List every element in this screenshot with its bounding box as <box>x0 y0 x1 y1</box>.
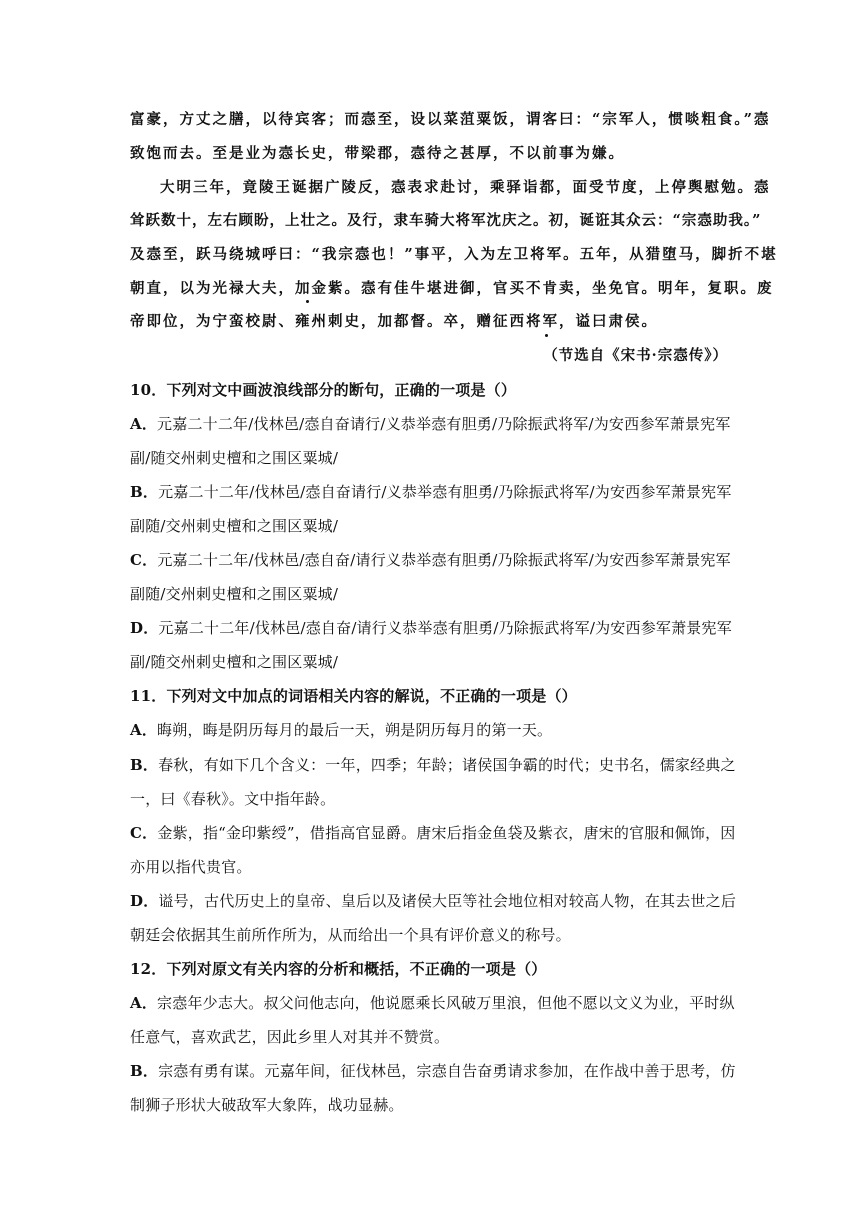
option-text: 谥号，古代历史上的皇帝、皇后以及诸侯大臣等社会地位相对较高人物，在其去世之后 <box>158 892 737 910</box>
option-line: 副随/交州刺史檀和之围区粟城/ <box>130 517 339 535</box>
option-line <box>130 823 736 843</box>
passage-line: 及悫至，跃马绕城呼曰：“我宗悫也！”事平，入为左卫将军。五年，从猎堕马，脚折不堪 <box>130 246 778 263</box>
option-letter: A． <box>130 721 158 739</box>
option-line <box>130 891 737 911</box>
option-line <box>130 755 736 775</box>
option-letter: B． <box>130 483 159 501</box>
option-letter: A． <box>130 994 158 1012</box>
passage-line: 富豪，方丈之膳，以待宾客；而悫至，设以菜菹粟饭，谓客曰：“宗军人，惯啖粗食。”悫 <box>130 111 771 128</box>
option-text: 晦朔，晦是阴历每月的最后一天，朔是阴历每月的第一天。 <box>157 721 553 739</box>
option-line <box>130 720 730 740</box>
option-line: 任意气，喜欢武艺，因此乡里人对其并不赞赏。 <box>130 1028 450 1046</box>
option-text: 元嘉二十二年/伐林邑/悫自奋/请行义恭举悫有胆勇/乃除振武将军/为安西参军萧景宪军 <box>157 551 731 569</box>
option-letter: C． <box>130 824 158 842</box>
option-letter: D． <box>130 619 159 637</box>
passage-source: （节选自《宋书·宗悫传》） <box>543 347 728 364</box>
option-text: 元嘉二十二年/伐林邑/悫自奋/请行义恭举悫有胆勇/乃除振武将军/为安西参军萧景宪军 <box>158 619 732 637</box>
option-text: 金紫，指“金印紫绶”，借指高官显爵。唐宋后指金鱼袋及紫衣，唐宋的官服和佩饰，因 <box>157 824 736 842</box>
option-letter: A． <box>130 415 158 433</box>
option-line <box>130 618 730 638</box>
option-line <box>130 1061 736 1081</box>
question-stem: 10．下列对文中画波浪线部分的断句，正确的一项是（） <box>130 381 517 399</box>
option-line: 朝廷会依据其生前所作所为，从而给出一个具有评价意义的称号。 <box>130 926 571 944</box>
option-text: 春秋，有如下几个含义：一年，四季；年龄；诸侯国争霸的时代；史书名，儒家经典之 <box>158 756 736 774</box>
emphasis-dot <box>306 300 309 303</box>
passage-line: 耸跃数十，左右顾盼，上壮之。及行，隶车骑大将军沈庆之。初，诞诳其众云：“宗悫助我。” <box>130 212 762 229</box>
option-line: 副/随交州刺史檀和之围区粟城/ <box>130 653 339 671</box>
passage-line: 大明三年，竟陵王诞据广陵反，悫表求赴讨，乘驿诣都，面受节度，上停舆慰勉。悫 <box>160 179 771 196</box>
option-line <box>130 482 730 502</box>
option-line <box>130 993 735 1013</box>
option-text: 宗悫有勇有谋。元嘉年间，征伐林邑，宗悫自告奋勇请求参加，在作战中善于思考，仿 <box>158 1062 736 1080</box>
option-line: 副随/交州刺史檀和之围区粟城/ <box>130 585 339 603</box>
option-letter: B． <box>130 756 159 774</box>
passage-line: 朝直，以为光禄大夫，加金紫。悫有佳牛堪进御，官买不肯卖，坐免官。明年，复职。废 <box>130 280 774 297</box>
option-letter: C． <box>130 551 158 569</box>
option-line <box>130 550 730 570</box>
option-text: 宗悫年少志大。叔父问他志向，他说愿乘长风破万里浪，但他不愿以文义为业，平时纵 <box>157 994 735 1012</box>
option-line: 一，曰《春秋》。文中指年龄。 <box>130 790 336 808</box>
emphasis-dot <box>545 334 548 337</box>
question-stem: 11．下列对文中加点的词语相关内容的解说，不正确的一项是（） <box>130 687 577 705</box>
passage-line: 帝即位，为宁蛮校尉、雍州刺史，加都督。卒，赠征西将军，谥曰肃侯。 <box>130 313 658 330</box>
option-letter: B． <box>130 1062 159 1080</box>
question-stem: 12．下列对原文有关内容的分析和概括，不正确的一项是（） <box>130 960 547 978</box>
option-text: 元嘉二十二年/伐林邑/悫自奋请行/义恭举悫有胆勇/乃除振武将军/为安西参军萧景宪军 <box>157 415 731 433</box>
option-line: 制狮子形状大破敌军大象阵，战功显赫。 <box>130 1096 404 1114</box>
option-line <box>130 414 730 434</box>
option-line: 副/随交州刺史檀和之围区粟城/ <box>130 449 339 467</box>
passage-line: 致饱而去。至是业为悫长史，带梁郡，悫待之甚厚，不以前事为嫌。 <box>130 145 625 162</box>
option-text: 元嘉二十二年/伐林邑/悫自奋请行/义恭举悫有胆勇/乃除振武将军/为安西参军萧景宪军 <box>158 483 732 501</box>
option-line: 亦用以指代贵官。 <box>130 858 252 876</box>
option-letter: D． <box>130 892 159 910</box>
